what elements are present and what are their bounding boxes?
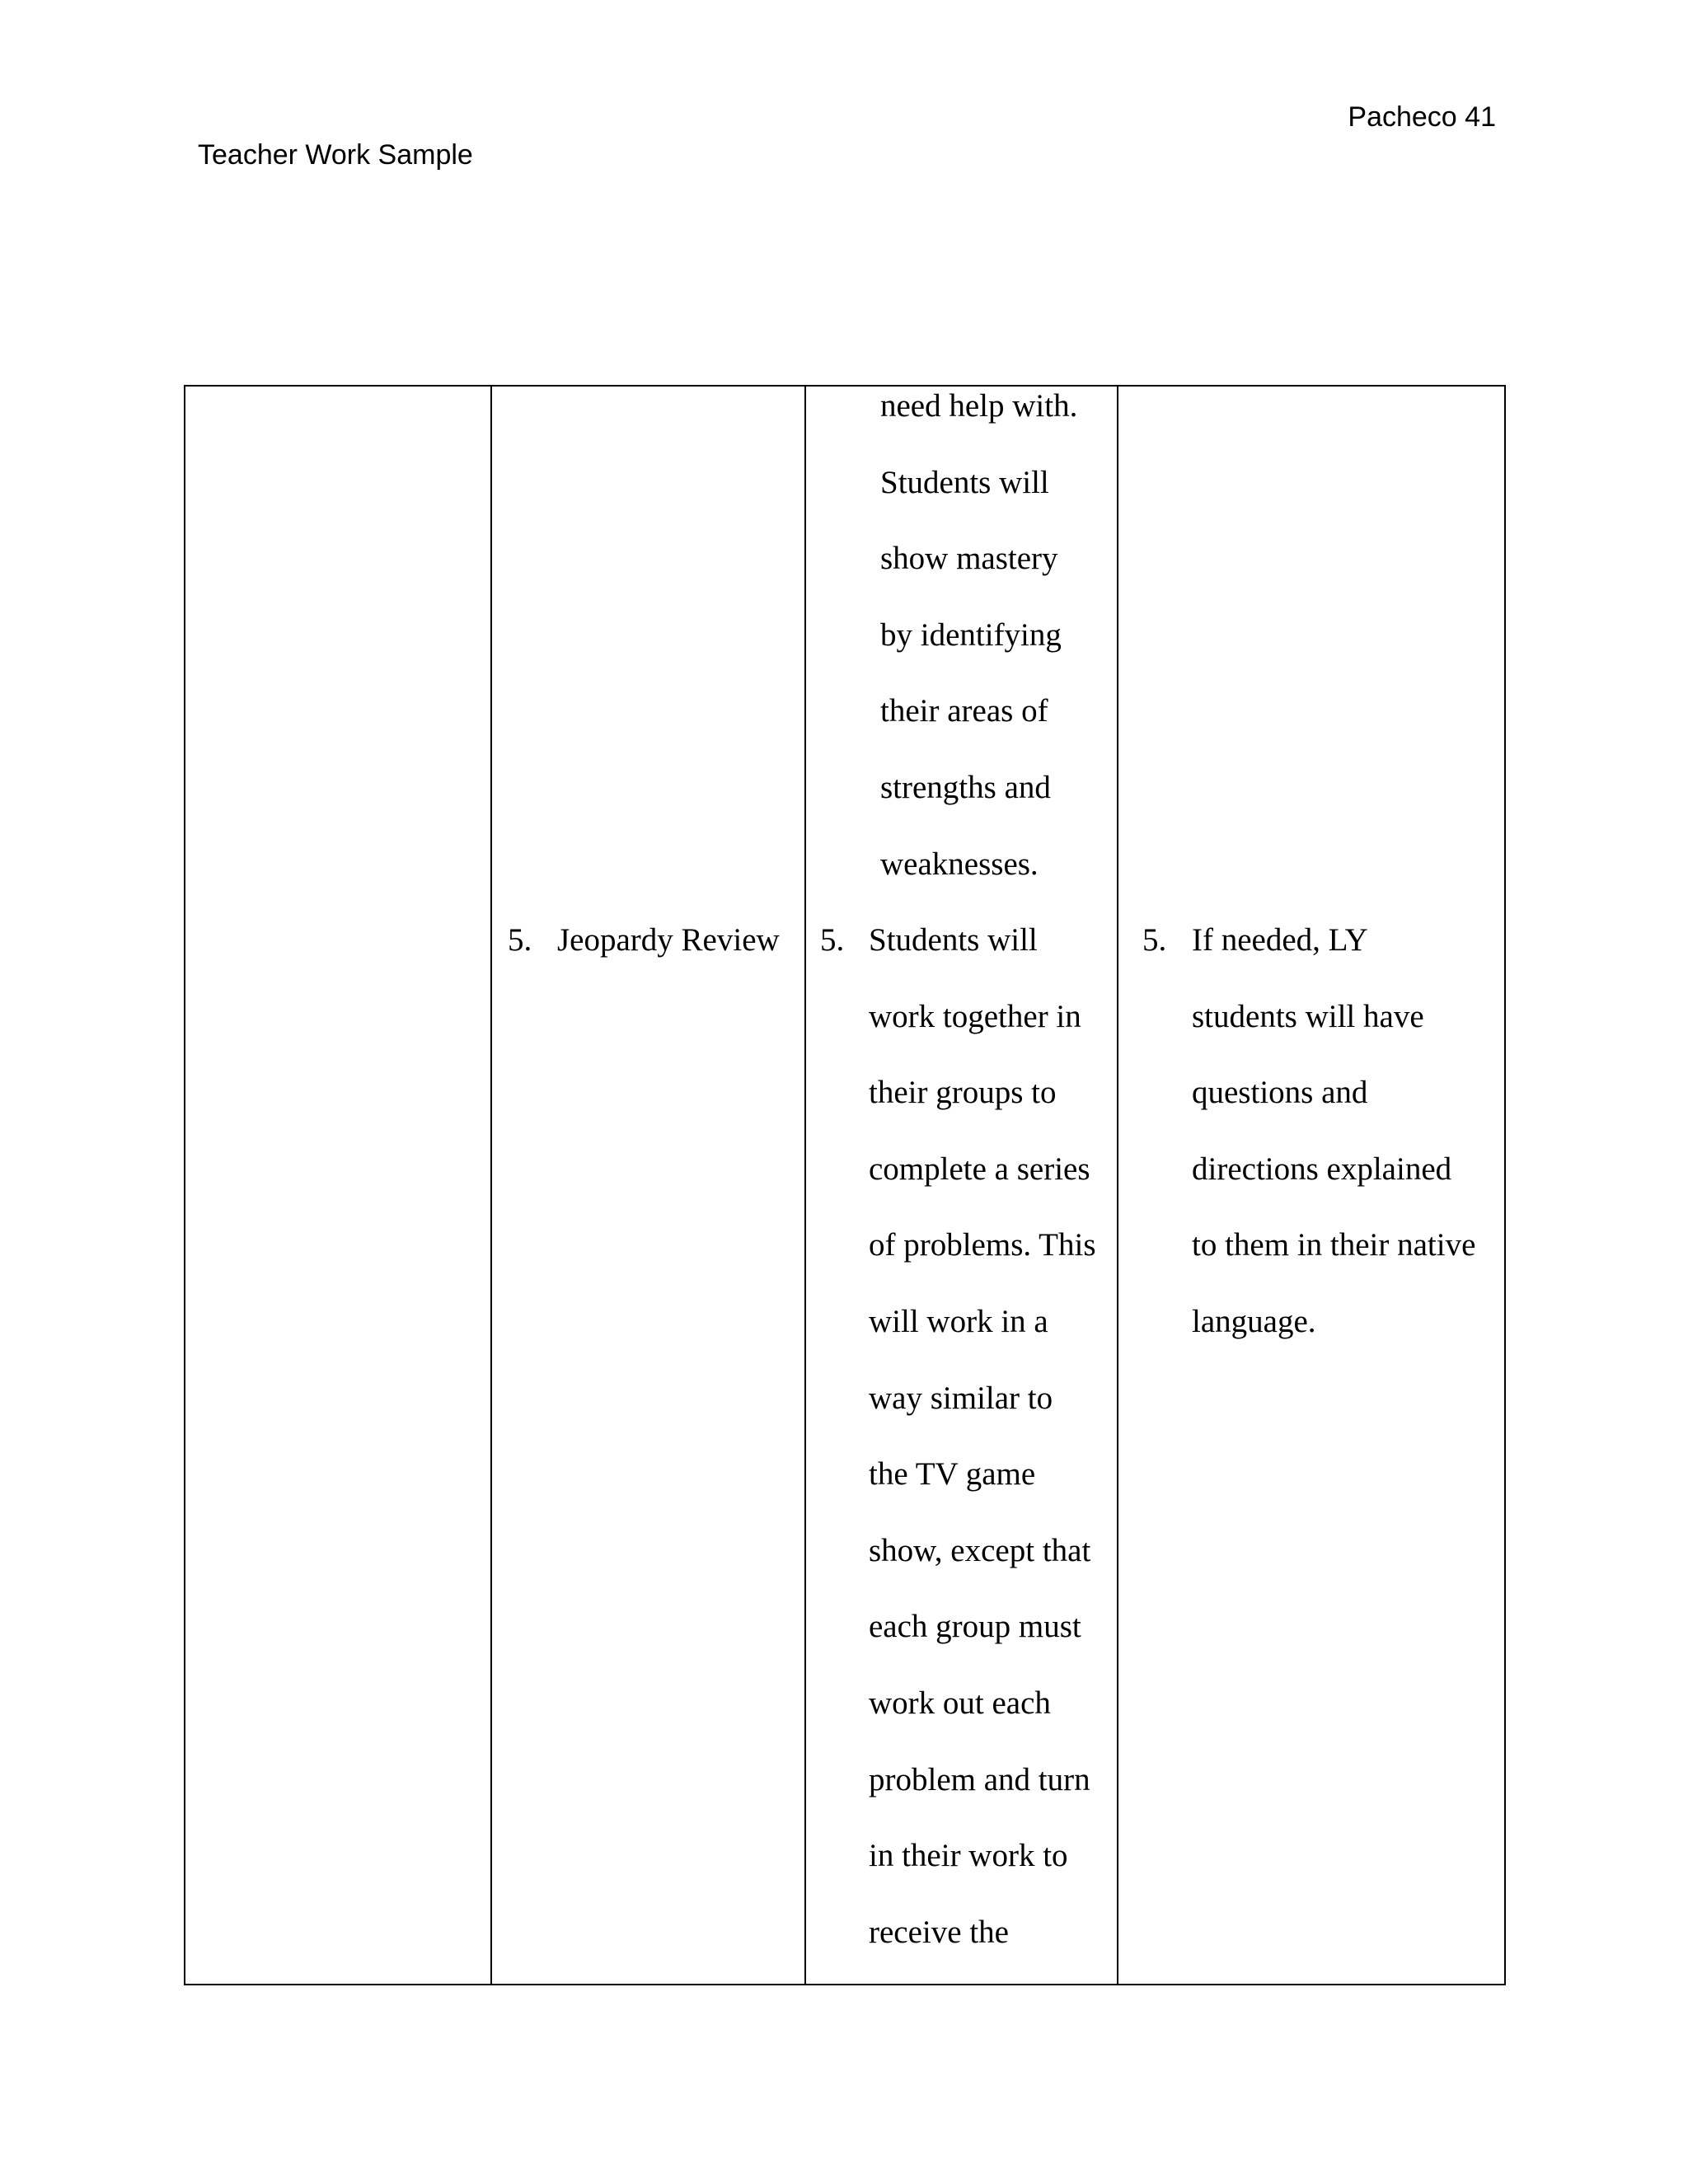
student-task-line: of problems. This — [869, 1227, 1096, 1263]
student-task-line: problem and turn — [869, 1761, 1090, 1797]
student-task-number: 5. — [820, 922, 845, 958]
column-divider — [804, 387, 806, 1984]
student-task-line: Students will — [869, 922, 1038, 958]
continued-line: their areas of — [880, 693, 1048, 729]
column-divider — [1117, 387, 1118, 1984]
student-task-line: their groups to — [869, 1075, 1057, 1111]
lesson-plan-table — [184, 385, 1506, 1985]
running-head: Teacher Work Sample — [198, 139, 473, 171]
accommodation-line: directions explained — [1192, 1151, 1452, 1187]
student-task-line: the TV game — [869, 1456, 1036, 1493]
student-task-line: in their work to — [869, 1838, 1068, 1874]
student-task-line: complete a series — [869, 1151, 1090, 1187]
accommodation-number: 5. — [1142, 922, 1167, 958]
accommodation-line: to them in their native — [1192, 1227, 1476, 1263]
continued-line: Students will — [880, 464, 1049, 500]
student-task-line: work out each — [869, 1685, 1051, 1721]
student-task-line: show, except that — [869, 1532, 1091, 1568]
student-task-line: each group must — [869, 1609, 1081, 1645]
student-task-text — [869, 902, 1096, 1971]
student-task-line: work together in — [869, 998, 1081, 1034]
accommodation-line: students will have — [1192, 998, 1424, 1034]
accommodation-line: If needed, LY — [1192, 922, 1368, 958]
accommodation-line: questions and — [1192, 1075, 1368, 1111]
continued-line: weaknesses. — [880, 846, 1039, 882]
student-task-line: will work in a — [869, 1303, 1048, 1339]
column-divider — [490, 387, 492, 1984]
continued-cell-text — [880, 368, 1077, 902]
activity-number: 5. — [508, 922, 532, 958]
continued-line: by identifying — [880, 616, 1062, 653]
student-task-line: way similar to — [869, 1380, 1053, 1416]
page-number: Pacheco 41 — [1348, 101, 1496, 133]
student-task-line: receive the — [869, 1914, 1009, 1950]
accommodation-text — [1192, 902, 1475, 1361]
continued-line: strengths and — [880, 769, 1051, 805]
continued-line: show mastery — [880, 541, 1058, 577]
accommodation-line: language. — [1192, 1303, 1316, 1339]
activity-text: Jeopardy Review — [557, 922, 780, 958]
continued-line: need help with. — [880, 388, 1078, 424]
